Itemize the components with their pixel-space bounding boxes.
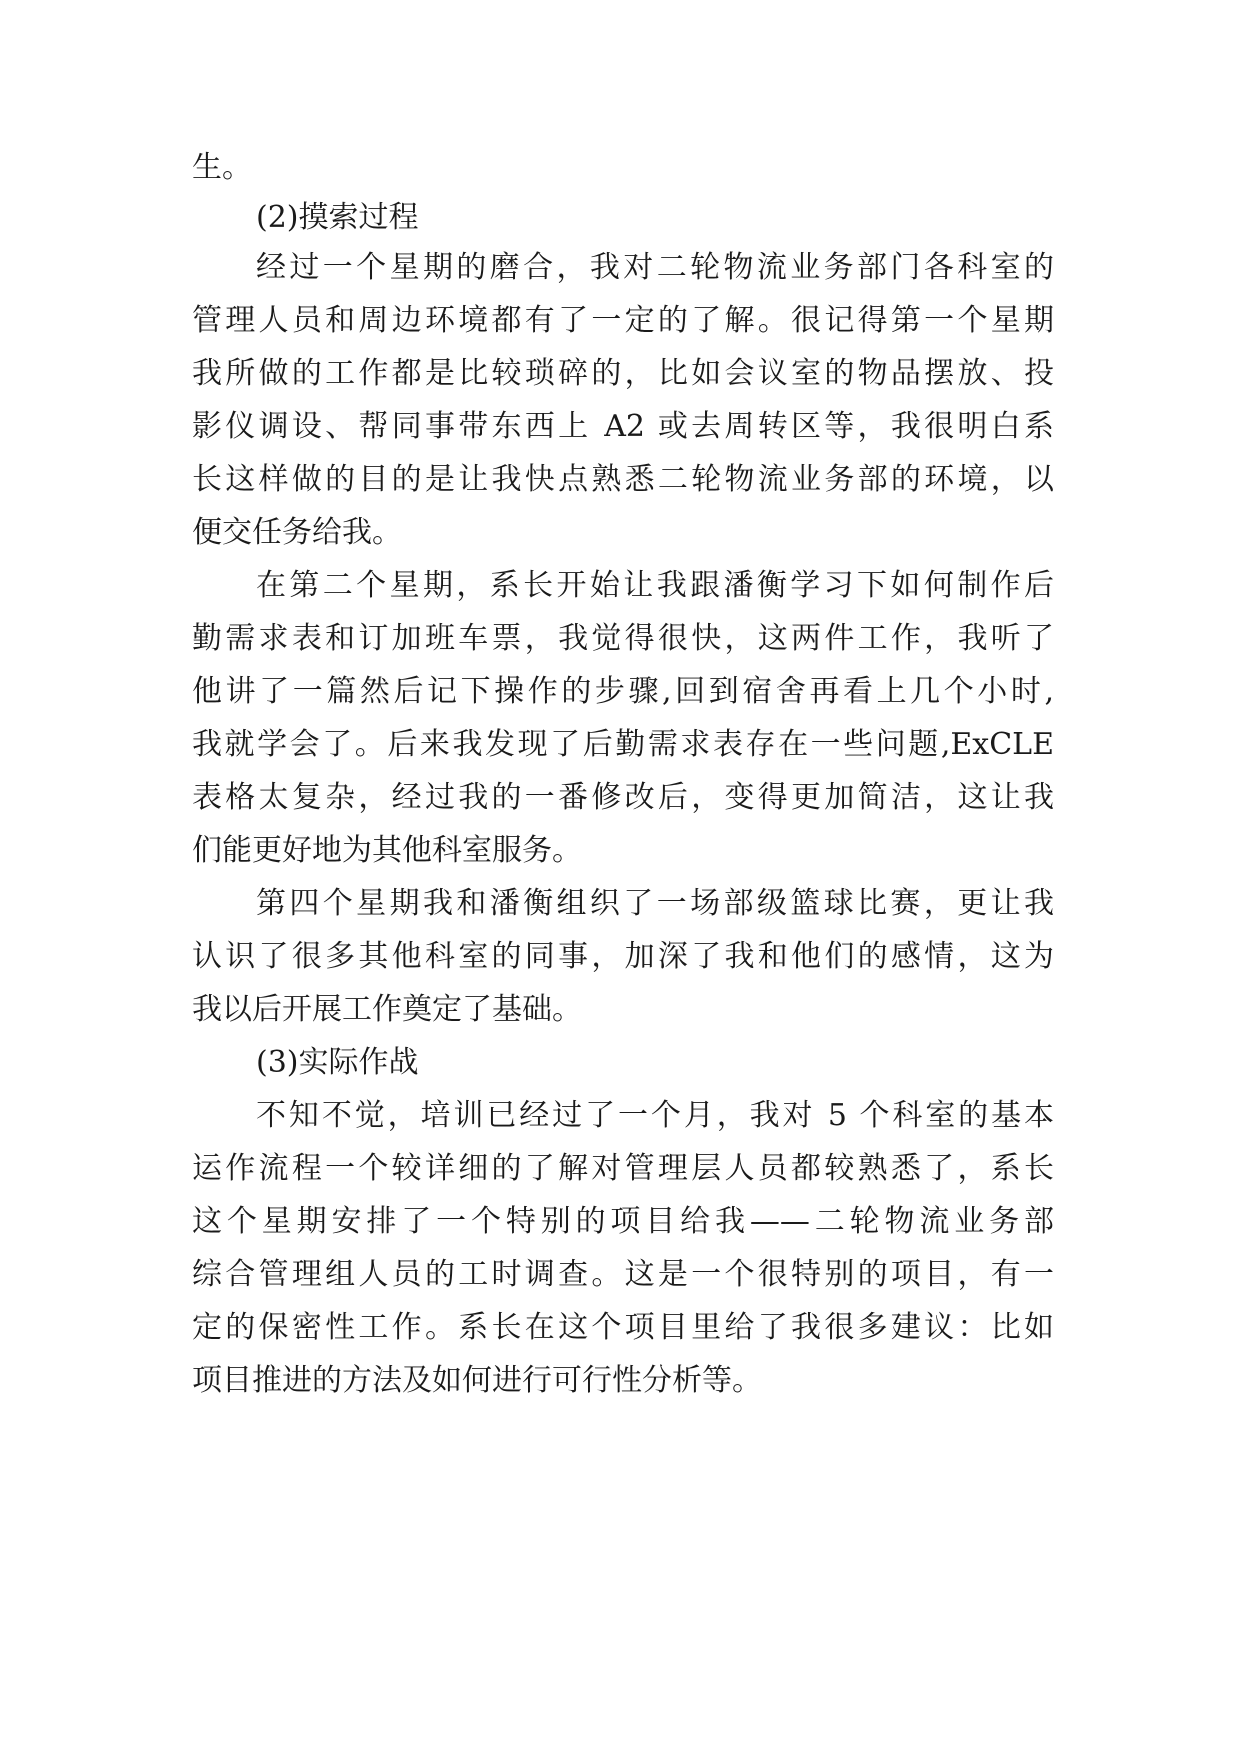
paragraph-line: 项目推进的方法及如何进行可行性分析等。: [192, 1363, 762, 1398]
paragraph-line: 不知不觉，培训已经过了一个月，我对 5 个科室的基本: [256, 1098, 1054, 1133]
paragraph-line: 们能更好地为其他科室服务。: [192, 833, 582, 868]
paragraph-line: 认识了很多其他科室的同事，加深了我和他们的感情，这为: [192, 939, 1054, 974]
paragraph-line: 我以后开展工作奠定了基础。: [192, 992, 582, 1027]
paragraph-line: 勤需求表和订加班车票，我觉得很快，这两件工作，我听了: [192, 621, 1054, 656]
paragraph-line: 在第二个星期，系长开始让我跟潘衡学习下如何制作后: [256, 568, 1054, 603]
paragraph-line: 第四个星期我和潘衡组织了一场部级篮球比赛，更让我: [256, 886, 1054, 921]
paragraph-line: 他讲了一篇然后记下操作的步骤,回到宿舍再看上几个小时,: [192, 674, 1054, 709]
paragraph-line: 长这样做的目的是让我快点熟悉二轮物流业务部的环境，以: [192, 462, 1054, 497]
paragraph-line: 经过一个星期的磨合，我对二轮物流业务部门各科室的: [256, 250, 1054, 285]
paragraph-line: 便交任务给我。: [192, 515, 402, 550]
paragraph-line: 运作流程一个较详细的了解对管理层人员都较熟悉了，系长: [192, 1151, 1054, 1186]
paragraph-line: 定的保密性工作。系长在这个项目里给了我很多建议：比如: [192, 1310, 1054, 1345]
section-heading: (3)实际作战: [256, 1045, 419, 1080]
paragraph-line: 我所做的工作都是比较琐碎的，比如会议室的物品摆放、投: [192, 356, 1054, 391]
paragraph-line: 我就学会了。后来我发现了后勤需求表存在一些问题,ExCLE: [192, 727, 1054, 762]
paragraph-line: 生。: [192, 150, 252, 185]
paragraph-line: 管理人员和周边环境都有了一定的了解。很记得第一个星期: [192, 303, 1054, 338]
paragraph-line: 这个星期安排了一个特别的项目给我——二轮物流业务部: [192, 1204, 1054, 1239]
section-heading: (2)摸索过程: [256, 200, 419, 235]
paragraph-line: 综合管理组人员的工时调查。这是一个很特别的项目，有一: [192, 1257, 1054, 1292]
paragraph-line: 表格太复杂，经过我的一番修改后，变得更加简洁，这让我: [192, 780, 1054, 815]
paragraph-line: 影仪调设、帮同事带东西上 A2 或去周转区等，我很明白系: [192, 409, 1054, 444]
